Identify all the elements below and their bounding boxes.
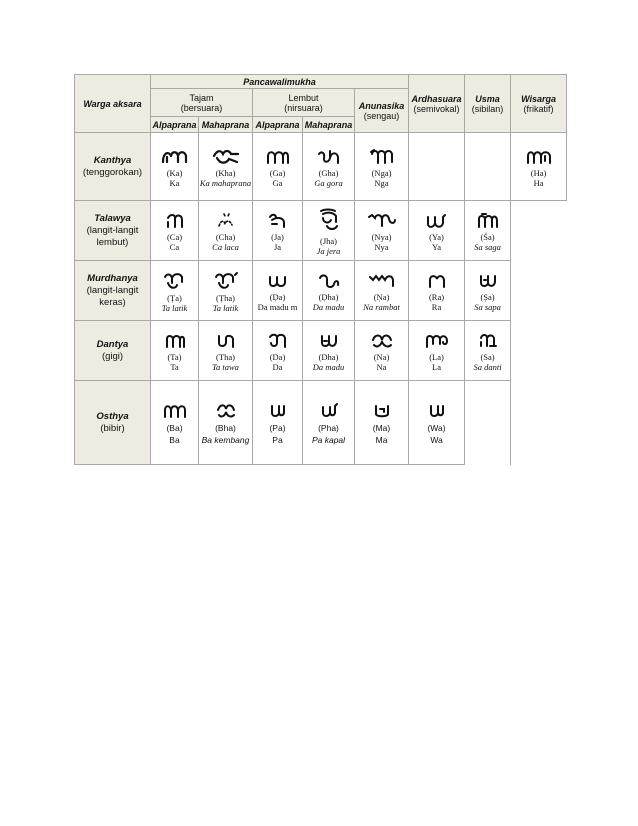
balinese-tha-icon <box>199 332 252 350</box>
cell-ka: (Ka) Ka <box>151 133 199 201</box>
cell-da: (Da) Da <box>253 321 303 381</box>
cell-ra: (Ra) Ra <box>409 261 465 321</box>
cell-ha: (Ha) Ha <box>511 133 567 201</box>
balinese-ca-icon <box>151 212 198 230</box>
balinese-jha-icon <box>303 208 354 234</box>
header-tajam-label: Tajam <box>189 92 214 103</box>
balinese-ya-icon <box>409 212 464 230</box>
balinese-nga-icon <box>355 148 408 166</box>
row-kanthya <box>75 133 567 201</box>
header-ardhasuara <box>409 75 465 133</box>
cell-la: (La) La <box>409 321 465 381</box>
cell-cha: (Cha) Ca laca <box>199 201 253 261</box>
header-mahaprana-1: Mahaprana <box>199 117 253 133</box>
row-talawya <box>75 201 567 261</box>
header-wisarga-label: Wisarga <box>521 93 556 104</box>
header-mahaprana-2: Mahaprana <box>303 117 355 133</box>
row-name: Dantya <box>96 338 129 350</box>
cell-pha: (Pha) Pa kapal <box>303 381 355 465</box>
balinese-gha-icon <box>303 148 354 166</box>
balinese-ddha-icon <box>303 272 354 290</box>
header-alpaprana-1: Alpaprana <box>151 117 199 133</box>
balinese-ra-icon <box>409 272 464 290</box>
header-tajam-sub: (bersuara) <box>180 102 223 113</box>
row-head-murdhanya <box>75 261 151 321</box>
balinese-cha-icon <box>199 212 252 230</box>
row-desc: (gigi) <box>101 350 124 362</box>
cell-dha: (Dha) Da madu <box>303 321 355 381</box>
header-pancawalimukha: Pancawalimukha <box>151 75 409 89</box>
cell-blank <box>511 261 567 321</box>
balinese-da-icon <box>253 332 302 350</box>
cell-blank <box>511 381 567 465</box>
header-anunasika <box>355 89 409 133</box>
row-desc: (tenggorokan) <box>82 166 143 178</box>
cell-pa: (Pa) Pa <box>253 381 303 465</box>
cell-empty-ardhasuara <box>409 133 465 201</box>
header-lembut-sub: (nirsuara) <box>284 102 323 113</box>
cell-nya: (Nya) Nya <box>355 201 409 261</box>
balinese-ka-icon <box>151 148 198 166</box>
cell-na: (Na) Na <box>355 321 409 381</box>
cell-blank <box>511 201 567 261</box>
balinese-script-table <box>74 74 567 465</box>
row-head-kanthya <box>75 133 151 201</box>
row-name: Talawya <box>94 212 131 224</box>
row-name: Osthya <box>96 410 129 422</box>
balinese-pha-icon <box>303 402 354 420</box>
balinese-dda-icon <box>253 272 302 290</box>
cell-ssa: (Ṣa) Sa sapa <box>465 261 511 321</box>
cell-ddha: (Ḍha) Da madu <box>303 261 355 321</box>
cell-ga: (Ga) Ga <box>253 133 303 201</box>
balinese-ga-icon <box>253 148 302 166</box>
row-name: Murdhanya <box>87 272 138 284</box>
balinese-kha-icon <box>199 148 252 166</box>
balinese-tta-icon <box>151 271 198 291</box>
row-desc: (langit-langit keras) <box>86 284 139 308</box>
cell-blank <box>511 321 567 381</box>
cell-sa: (Sa) Sa danti <box>465 321 511 381</box>
header-usma-sub: (sibilan) <box>471 103 504 114</box>
header-ardhasuara-sub: (semivokal) <box>413 103 460 114</box>
cell-tha: (Tha) Ta tawa <box>199 321 253 381</box>
cell-ma: (Ma) Ma <box>355 381 409 465</box>
cell-gha: (Gha) Ga gora <box>303 133 355 201</box>
cell-wa: (Wa) Wa <box>409 381 465 465</box>
cell-kha: (Kha) Ka mahaprana <box>199 133 253 201</box>
row-osthya <box>75 381 567 465</box>
header-ardhasuara-label: Ardhasuara <box>411 93 462 104</box>
balinese-wa-icon <box>409 402 464 420</box>
row-dantya <box>75 321 567 381</box>
balinese-ttha-icon <box>199 271 252 291</box>
cell-nna: (Ṇa) Na rambat <box>355 261 409 321</box>
header-wisarga <box>511 75 567 133</box>
cell-bha: (Bha) Ba kembang <box>199 381 253 465</box>
cell-dda: (Ḍa) Da madu m <box>253 261 303 321</box>
header-tajam <box>151 89 253 117</box>
header-lembut <box>253 89 355 117</box>
cell-ja: (Ja) Ja <box>253 201 303 261</box>
row-murdhanya <box>75 261 567 321</box>
balinese-la-icon <box>409 332 464 350</box>
balinese-sha-icon <box>465 212 510 230</box>
row-head-osthya <box>75 381 151 465</box>
cell-nga: (Nga) Nga <box>355 133 409 201</box>
cell-ba: (Ba) Ba <box>151 381 199 465</box>
balinese-nna-icon <box>355 272 408 290</box>
cell-jha: (Jha) Ja jera <box>303 201 355 261</box>
header-anunasika-sub: (sengau) <box>363 110 400 121</box>
header-usma-label: Usma <box>475 93 500 104</box>
balinese-na-icon <box>355 332 408 350</box>
balinese-ha-icon <box>511 148 566 166</box>
cell-empty-usma <box>465 133 511 201</box>
header-wisarga-sub: (frikatif) <box>523 103 554 114</box>
cell-ttha: (Ṭha) Ta latik <box>199 261 253 321</box>
cell-tta: (Ṭa) Ta latik <box>151 261 199 321</box>
balinese-ta-icon <box>151 332 198 350</box>
balinese-dha-icon <box>303 332 354 350</box>
cell-ca: (Ca) Ca <box>151 201 199 261</box>
cell-ta: (Ta) Ta <box>151 321 199 381</box>
balinese-ja-icon <box>253 212 302 230</box>
cell-blank <box>465 381 511 465</box>
row-head-dantya <box>75 321 151 381</box>
header-warga-aksara: Warga aksara <box>75 75 151 133</box>
header-anunasika-label: Anunasika <box>358 100 405 111</box>
balinese-ma-icon <box>355 402 408 420</box>
row-desc: (langit-langit lembut) <box>86 224 139 248</box>
row-desc: (bibir) <box>100 422 125 434</box>
header-lembut-label: Lembut <box>288 92 319 103</box>
cell-sha: (Śa) Sa saga <box>465 201 511 261</box>
balinese-ba-icon <box>151 402 198 420</box>
row-head-talawya <box>75 201 151 261</box>
balinese-pa-icon <box>253 402 302 420</box>
header-alpaprana-2: Alpaprana <box>253 117 303 133</box>
balinese-nya-icon <box>355 212 408 230</box>
balinese-sa-icon <box>465 332 510 350</box>
cell-ya: (Ya) Ya <box>409 201 465 261</box>
header-usma <box>465 75 511 133</box>
balinese-ssa-icon <box>465 272 510 290</box>
row-name: Kanthya <box>93 154 132 166</box>
balinese-bha-icon <box>199 402 252 420</box>
